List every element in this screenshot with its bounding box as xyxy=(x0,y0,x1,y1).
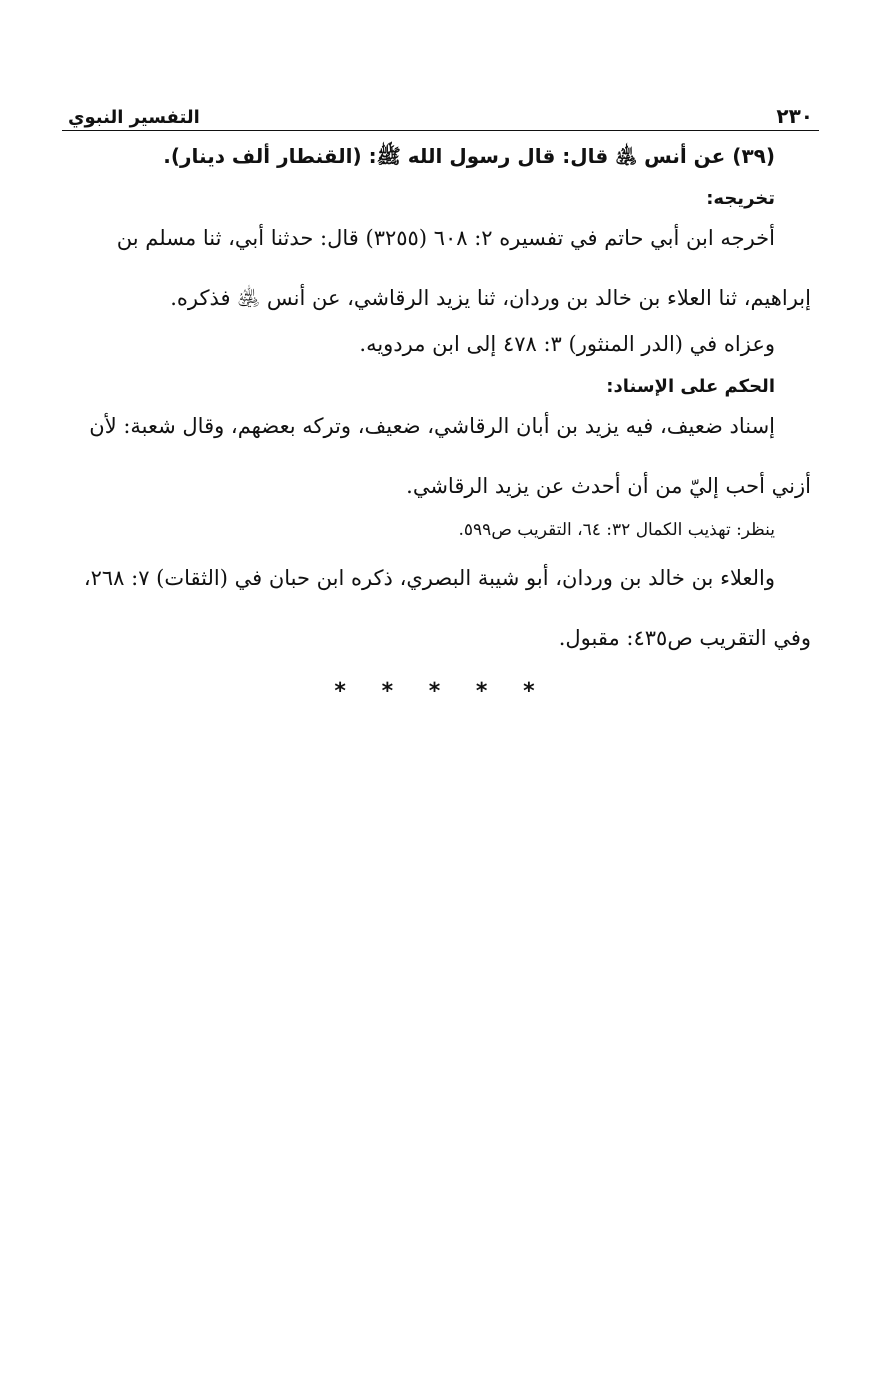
takhrij-line-3: وعزاه في (الدر المنثور) ٣: ٤٧٨ إلى ابن مردويه. xyxy=(359,332,775,356)
running-header xyxy=(62,96,819,131)
hadith-text: (٣٩) عن أنس ﵁ قال: قال رسول الله ﷺ: (القنطار ألف دينار). xyxy=(163,144,775,168)
page xyxy=(62,96,819,704)
takhrij-heading: تخريجه: xyxy=(706,188,775,209)
book-title: التفسير النبوي xyxy=(68,107,200,128)
section-separator: * * * * * xyxy=(334,679,549,704)
hukm-line-1: إسناد ضعيف، فيه يزيد بن أبان الرقاشي، ضعيف، وتركه بعضهم، وقال شعبة: لأن xyxy=(89,414,775,438)
hukm-reference-note: ينظر: تهذيب الكمال ٣٢: ٦٤، التقريب ص٥٩٩. xyxy=(458,520,775,540)
hukm-line-2: أزني أحب إليّ من أن أحدث عن يزيد الرقاشي. xyxy=(406,474,811,498)
takhrij-line-1: أخرجه ابن أبي حاتم في تفسيره ٢: ٦٠٨ (٣٢٥٥) قال: حدثنا أبي، ثنا مسلم بن xyxy=(116,226,775,250)
hukm-line-4: وفي التقريب ص٤٣٥: مقبول. xyxy=(558,626,811,650)
takhrij-line-2: إبراهيم، ثنا العلاء بن خالد بن وردان، ثنا يزيد الرقاشي، عن أنس ﵁ فذكره. xyxy=(170,286,811,310)
hukm-heading: الحكم على الإسناد: xyxy=(606,376,775,397)
page-body xyxy=(62,141,819,704)
hukm-line-3: والعلاء بن خالد بن وردان، أبو شيبة البصري، ذكره ابن حبان في (الثقات) ٧: ٢٦٨، xyxy=(83,566,775,590)
page-number: ٢٣٠ xyxy=(776,104,813,128)
